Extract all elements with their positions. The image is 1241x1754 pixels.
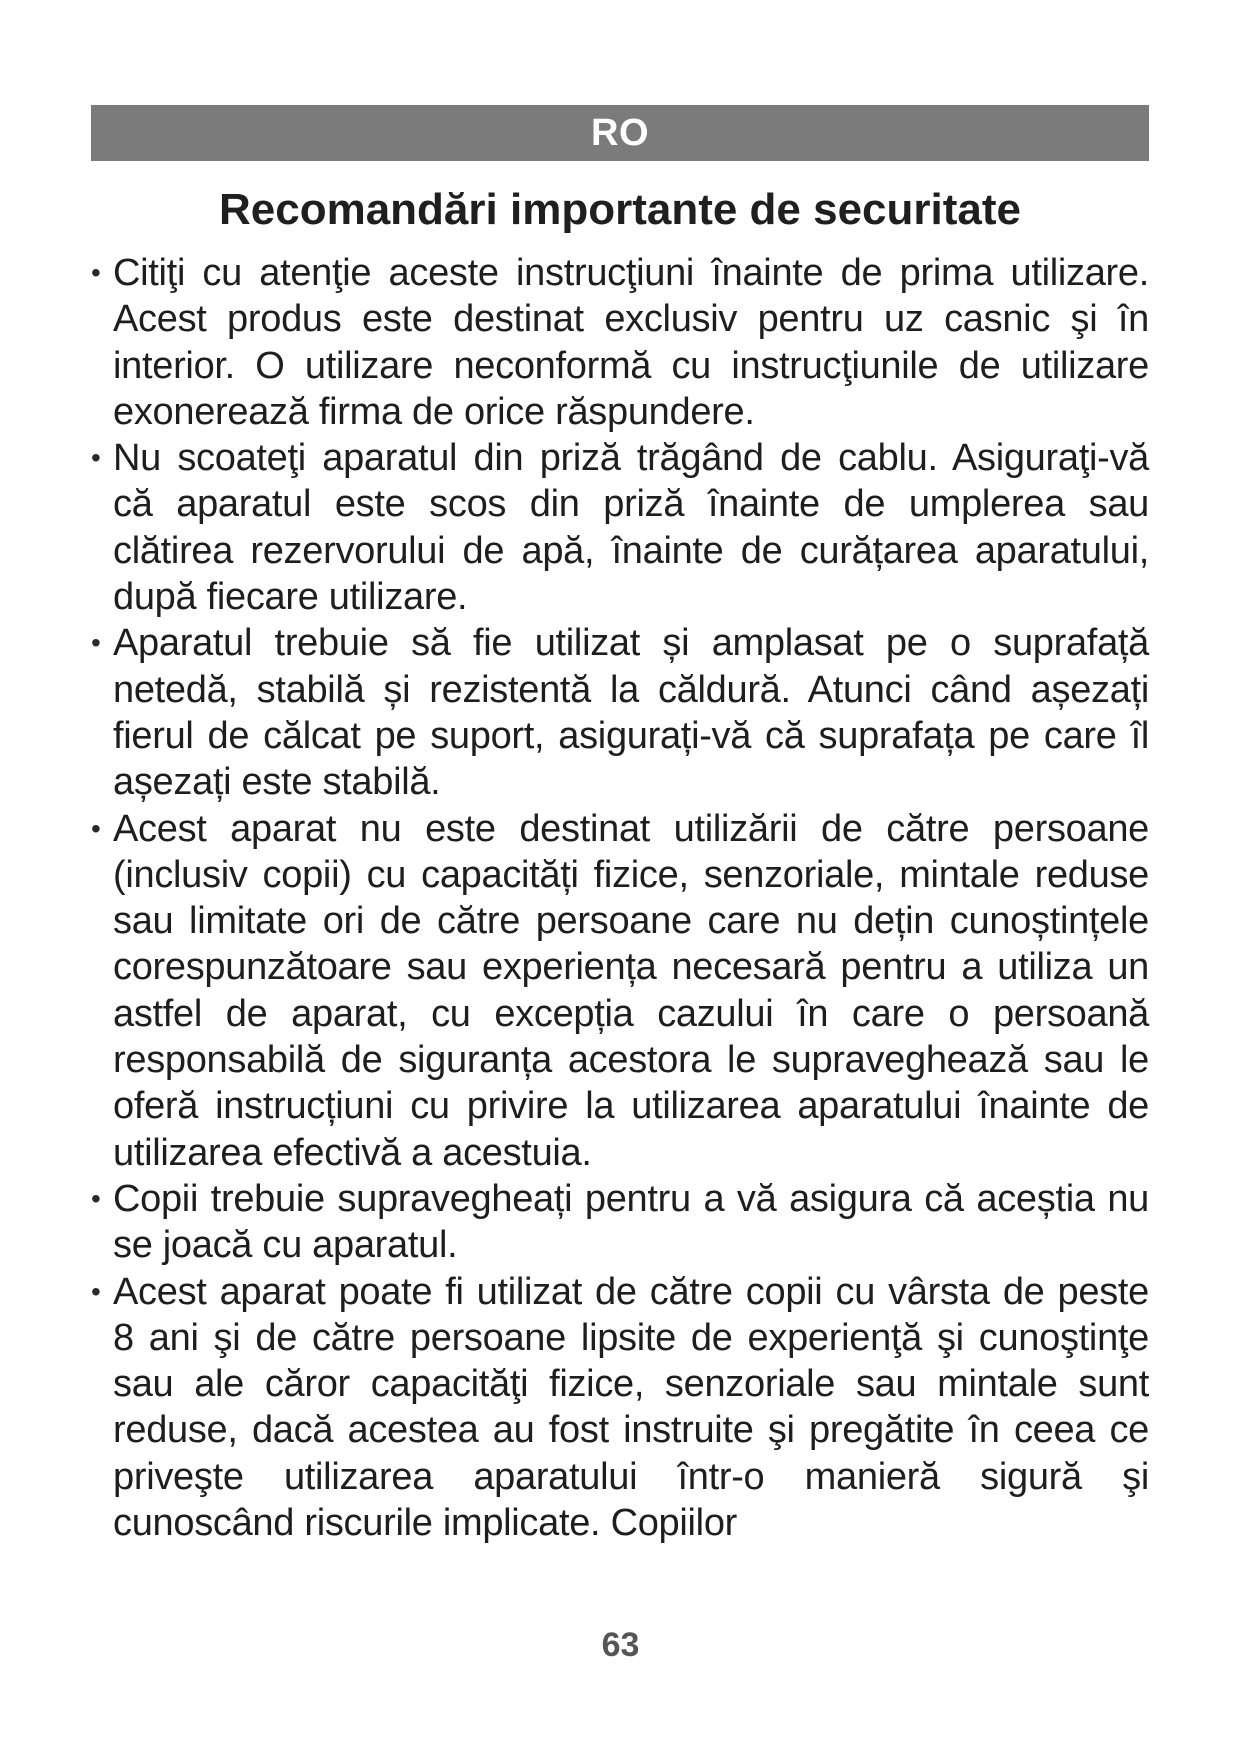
list-item-text: Acest aparat nu este destinat utilizării de către persoane (inclusiv copii) cu capacități fizice, senzoriale, mintale reduse sau limitate ori de către persoane care nu dețin cunoștințele corespunzătoare sau experiența necesară pentru a utiliza un astfel de aparat, cu excepția cazului în care o persoană responsabilă de siguranța acestora le supraveghează sau le oferă instrucțiuni cu privire la utilizarea aparatului înainte de utilizarea efectivă a acestuia.	[113, 807, 1149, 1174]
page-number: 63	[601, 1626, 640, 1664]
safety-content	[91, 250, 1149, 1546]
list-item-text: Citiţi cu atenţie aceste instrucţiuni înainte de prima utilizare. Acest produs este destinat exclusiv pentru uz casnic şi în interior. O utilizare neconformă cu instrucţiunile de utilizare exonerează firma de orice răspundere.	[113, 252, 1149, 433]
list-item-text: Nu scoateţi aparatul din priză trăgând de cablu. Asiguraţi-vă că aparatul este scos din priză înainte de umplerea sau clătirea rezervorului de apă, înainte de curățarea aparatului, după fiecare utilizare.	[113, 437, 1149, 619]
list-item	[91, 1269, 1149, 1547]
bullet-icon: •	[91, 1275, 101, 1307]
page-title: Recomandări importante de securitate	[218, 185, 1021, 234]
bullet-icon: •	[91, 1182, 101, 1214]
bullet-icon: •	[91, 812, 101, 844]
safety-recommendations-list	[91, 250, 1149, 1546]
language-header-bar	[91, 105, 1149, 161]
list-item	[91, 1176, 1149, 1269]
list-item	[91, 250, 1149, 435]
bullet-icon: •	[91, 257, 101, 288]
list-item	[91, 806, 1149, 1176]
list-item	[91, 620, 1149, 805]
list-item-text: Aparatul trebuie să fie utilizat și amplasat pe o suprafață netedă, stabilă și rezistentă la căldură. Atunci când așezați fierul de călcat pe suport, asigurați-vă că suprafața pe care îl așezați este stabilă.	[113, 622, 1149, 804]
list-item-text: Copii trebuie supravegheați pentru a vă asigura că aceștia nu se joacă cu aparatul.	[113, 1177, 1149, 1267]
list-item-text: Acest aparat poate fi utilizat de către copii cu vârsta de peste 8 ani şi de către persoane lipsite de experienţă şi cunoştinţe sau ale căror capacităţi fizice, senzoriale sau mintale sunt reduse, dacă acestea au fost instruite şi pregătite în ceea ce priveşte utilizarea aparatului într-o manieră sigură şi cunoscând riscurile implicate. Copiilor	[113, 1270, 1149, 1545]
bullet-icon: •	[91, 442, 101, 474]
list-item	[91, 435, 1149, 620]
bullet-icon: •	[91, 627, 101, 659]
language-code: RO	[591, 112, 649, 154]
